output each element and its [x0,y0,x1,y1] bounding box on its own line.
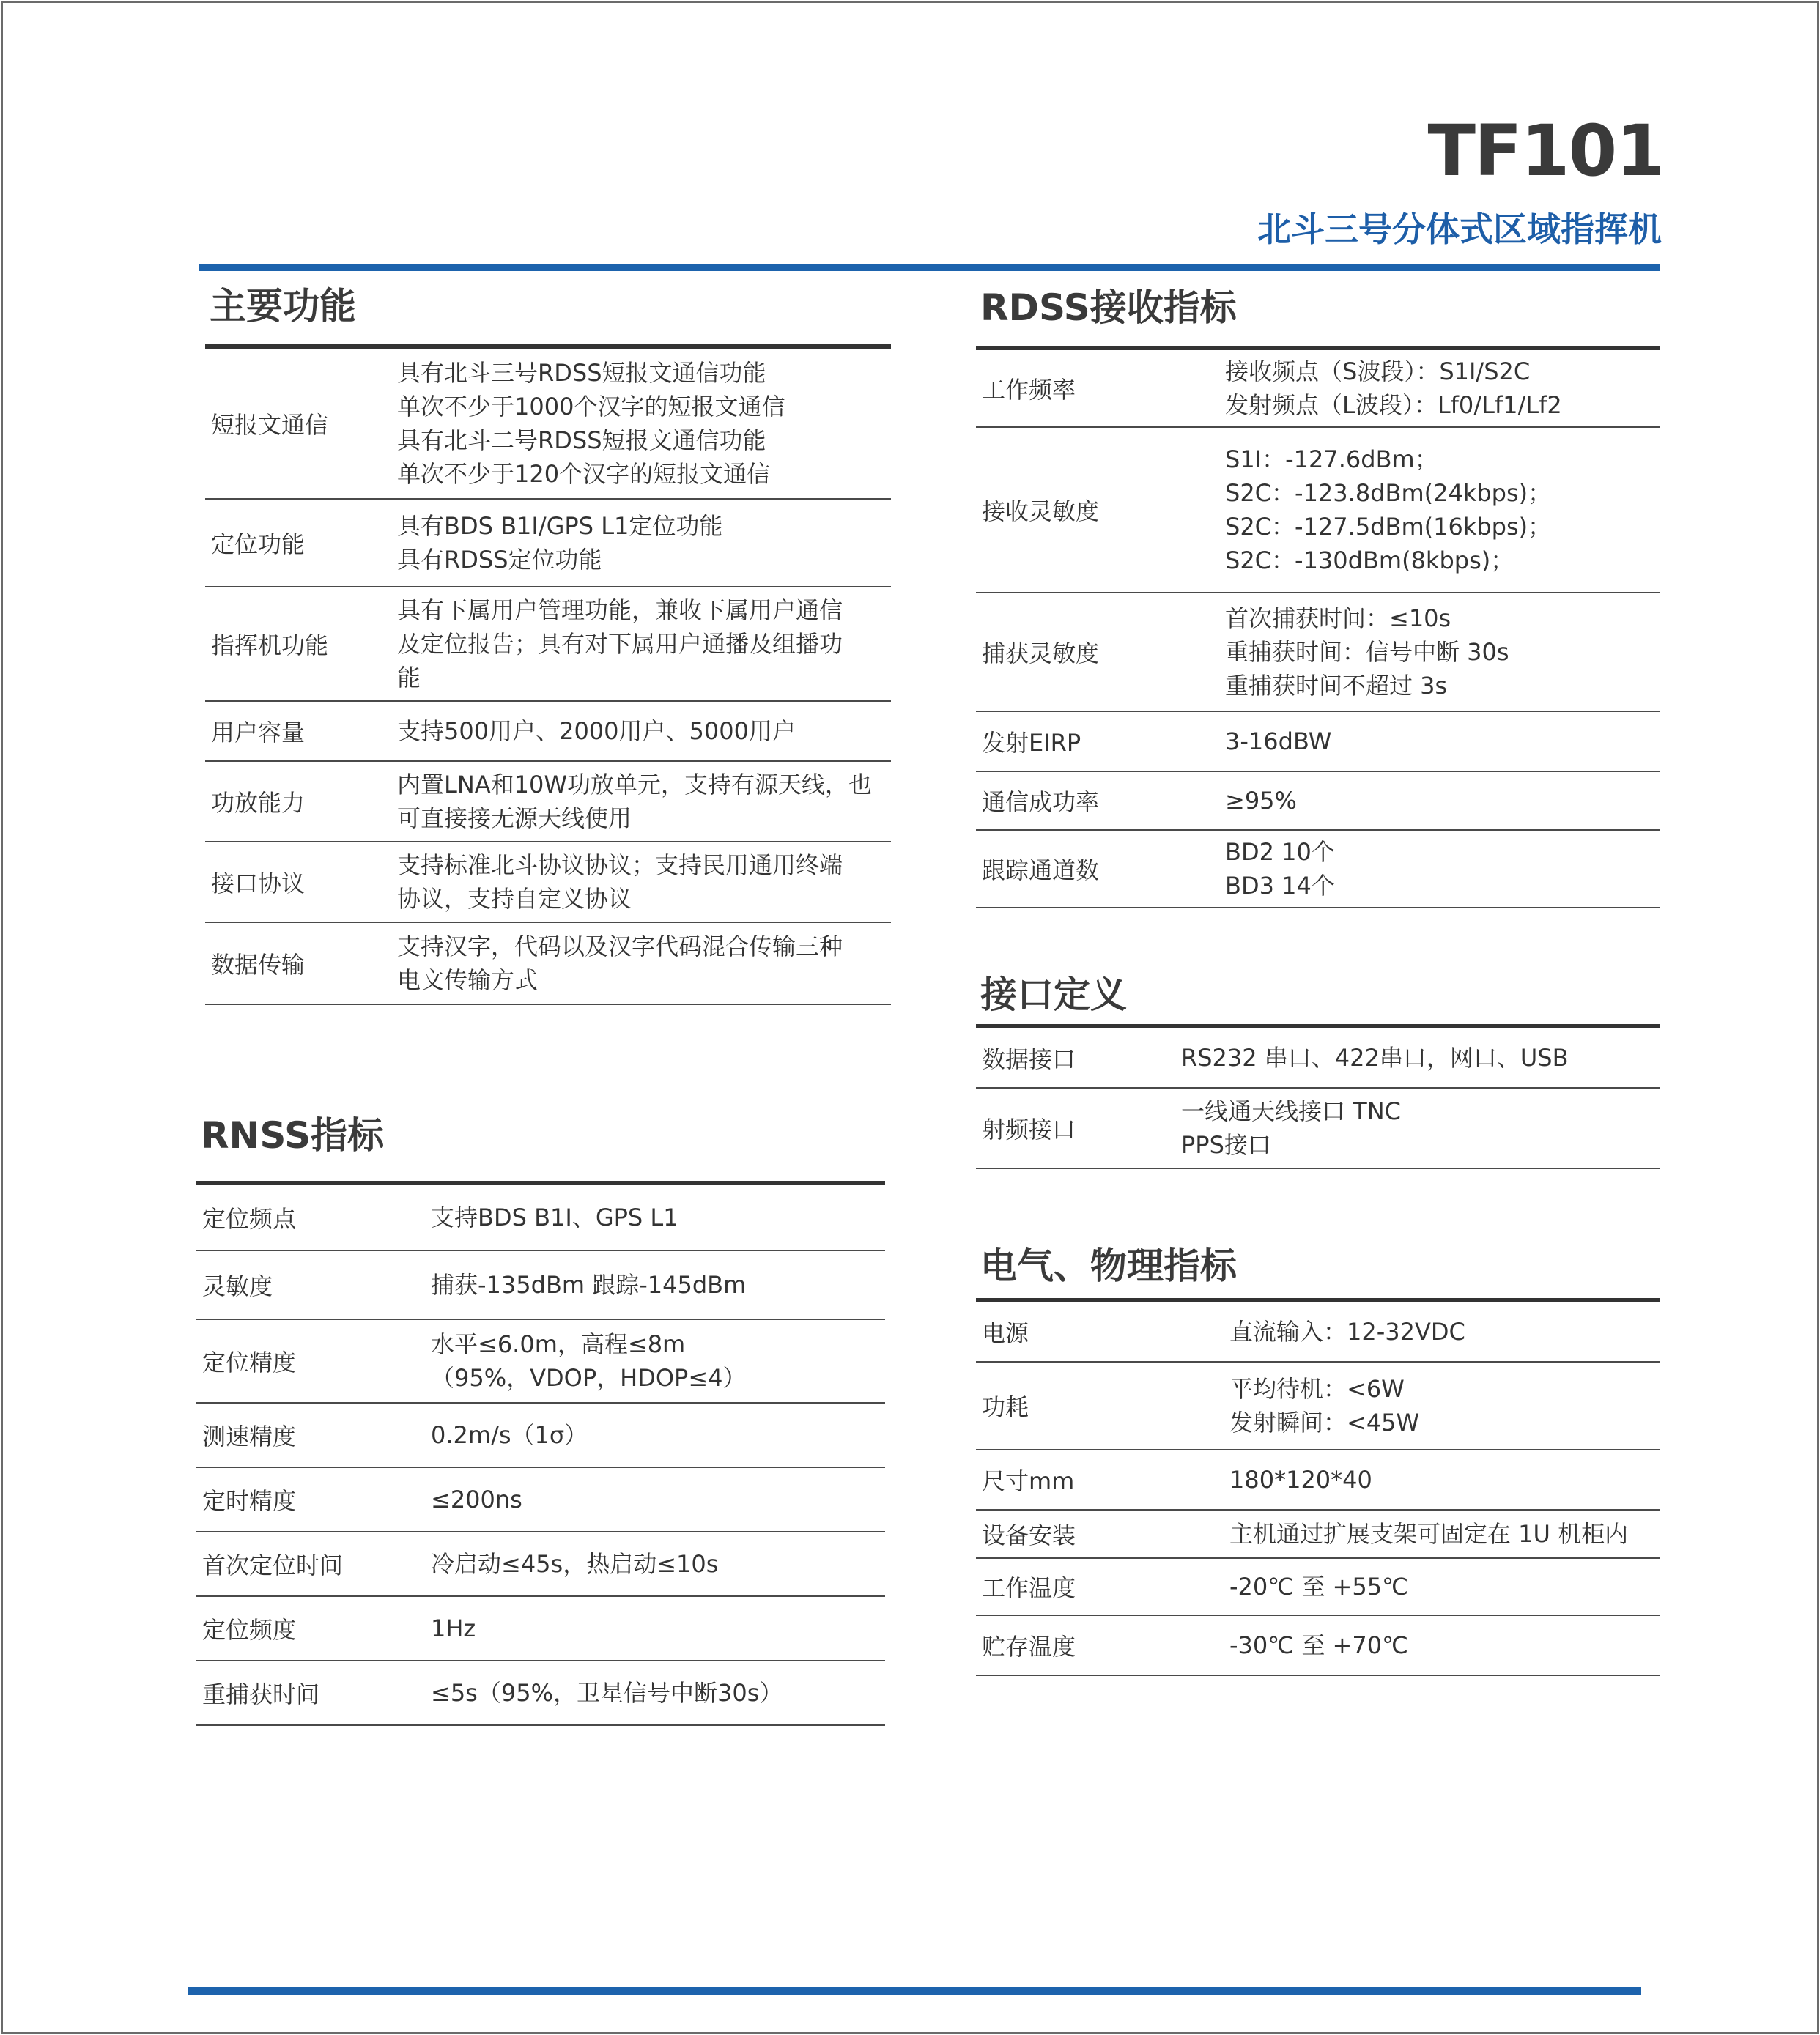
spec-value [397,768,891,835]
spec-label: 数据接口 [982,1045,1076,1073]
spec-value-line: ≤5s（95%，卫星信号中断30s） [431,1679,783,1707]
spec-row [976,712,1660,772]
spec-value-line: 可直接接无源天线使用 [397,804,632,832]
spec-value-line: RS232 串口、422串口，网口、USB [1181,1044,1569,1072]
spec-row [205,587,891,702]
product-model: TF101 [1427,110,1663,192]
section-title: 主要功能 [210,285,356,327]
spec-label: 定位频度 [202,1616,297,1644]
spec-value-line: 发射频点（L波段）：Lf0/Lf1/Lf2 [1225,391,1562,419]
spec-row [205,923,891,1005]
spec-value [397,356,891,491]
spec-row [976,772,1660,831]
spec-row [976,1028,1660,1089]
spec-label: 短报文通信 [211,411,329,439]
spec-value-line: 重捕获时间：信号中断 30s [1225,638,1509,666]
spec-label: 功放能力 [211,789,306,817]
spec-label: 测速精度 [202,1423,297,1450]
spec-value-line: 具有BDS B1I/GPS L1定位功能 [397,512,723,540]
spec-table [976,350,1660,908]
spec-value-line: 支持标准北斗协议协议；支持民用通用终端 [397,851,843,879]
spec-label: 发射EIRP [982,729,1081,757]
spec-value [431,1268,885,1302]
spec-table [976,1302,1660,1676]
spec-row [196,1185,885,1251]
spec-label: 工作温度 [982,1574,1076,1602]
spec-label: 重捕获时间 [202,1680,320,1708]
spec-value [1229,1628,1660,1662]
section-title: 电气、物理指标 [980,1245,1237,1287]
spec-label: 定时精度 [202,1487,297,1515]
spec-value [397,593,891,694]
spec-value [1229,1463,1660,1497]
rnss-section [196,1108,885,1726]
spec-value [1229,1372,1660,1439]
spec-row [976,350,1660,428]
spec-label: 贮存温度 [982,1633,1076,1661]
spec-row [976,428,1660,593]
spec-row [205,762,891,842]
spec-value [397,930,891,997]
spec-value-line: 重捕获时间不超过 3s [1225,672,1448,700]
spec-value-line: 1Hz [431,1615,476,1642]
spec-value-line: 电文传输方式 [397,966,539,994]
spec-value [1229,1570,1660,1604]
spec-label: 捕获灵敏度 [982,640,1100,667]
spec-row [205,702,891,762]
spec-label: 数据传输 [211,951,306,979]
spec-value [1181,1094,1660,1162]
spec-value-line: ≤200ns [431,1486,522,1513]
spec-value [431,1201,885,1234]
spec-label: 设备安装 [982,1521,1076,1549]
spec-row [196,1661,885,1726]
spec-row [196,1597,885,1661]
spec-value [1229,1517,1660,1551]
spec-label: 定位功能 [211,530,306,558]
spec-value-line: 具有RDSS定位功能 [397,546,602,574]
spec-value-line: 支持汉字，代码以及汉字代码混合传输三种 [397,933,843,960]
section-title: 接口定义 [980,974,1127,1016]
spec-label: 电源 [982,1319,1029,1347]
spec-row [976,1089,1660,1169]
spec-value-line: 内置LNA和10W功放单元，支持有源天线，也 [397,771,873,798]
spec-value-line: 单次不少于1000个汉字的短报文通信 [397,393,785,420]
section-title: RNSS指标 [201,1114,385,1157]
spec-value [1181,1041,1660,1075]
spec-value-line: S2C：-130dBm(8kbps)； [1225,546,1514,574]
spec-value-line: 接收频点（S波段）：S1I/S2C [1225,357,1531,385]
top-accent-rule [199,264,1660,271]
spec-value [1225,355,1660,422]
spec-label: 尺寸mm [982,1467,1075,1495]
spec-value-line: 具有北斗三号RDSS短报文通信功能 [397,359,766,387]
spec-value-line: 具有北斗二号RDSS短报文通信功能 [397,426,766,454]
spec-value-line: 支持BDS B1I、GPS L1 [431,1204,678,1231]
spec-row [976,1616,1660,1676]
spec-value-line: 0.2m/s（1σ） [431,1421,588,1449]
spec-row [976,1559,1660,1616]
spec-table [196,1185,885,1726]
spec-row [976,1302,1660,1363]
spec-row [976,1363,1660,1450]
spec-value [397,848,891,916]
spec-value-line: PPS接口 [1181,1131,1271,1159]
spec-value [397,509,891,577]
spec-label: 用户容量 [211,719,306,746]
spec-value-line: 一线通天线接口 TNC [1181,1097,1402,1125]
spec-label: 射频接口 [982,1116,1076,1143]
spec-value-line: 及定位报告；具有对下属用户通播及组播功 [397,630,843,658]
spec-value-line: 直流输入：12-32VDC [1229,1318,1465,1346]
spec-label: 功耗 [982,1393,1029,1421]
spec-value [1225,601,1660,703]
spec-row [196,1320,885,1404]
spec-value [1225,784,1660,818]
spec-row [976,831,1660,908]
spec-value-line: S2C：-127.5dBm(16kbps)； [1225,513,1552,541]
bottom-accent-rule [188,1987,1641,1995]
spec-value [397,714,891,748]
spec-value-line: 首次捕获时间：≤10s [1225,604,1451,632]
spec-value-line: 发射瞬间：<45W [1229,1409,1420,1437]
spec-row [976,593,1660,712]
spec-label: 首次定位时间 [202,1552,344,1579]
interface-section [976,967,1660,1169]
spec-row [205,500,891,587]
spec-value [431,1676,885,1710]
spec-value-line: 3-16dBW [1225,727,1332,755]
spec-label: 灵敏度 [202,1272,273,1300]
spec-value-line: 具有下属用户管理功能，兼收下属用户通信 [397,596,843,624]
main-functions-section [205,278,891,1005]
spec-value-line: 协议，支持自定义协议 [397,885,632,913]
spec-value-line: 单次不少于120个汉字的短报文通信 [397,460,771,488]
spec-row [976,1511,1660,1559]
spec-value-line: 主机通过扩展支架可固定在 1U 机柜内 [1229,1520,1629,1548]
spec-value [431,1612,885,1645]
spec-row [196,1251,885,1320]
spec-label: 工作频率 [982,376,1076,404]
spec-value-line: -20℃ 至 +55℃ [1229,1573,1409,1601]
spec-value-line: 捕获-135dBm 跟踪-145dBm [431,1271,747,1299]
spec-value-line: 能 [397,664,421,692]
spec-value [431,1483,885,1516]
spec-value-line: 水平≤6.0m，高程≤8m [431,1330,686,1358]
spec-value-line: S2C：-123.8dBm(24kbps)； [1225,479,1552,507]
spec-table [976,1028,1660,1169]
spec-value [431,1418,885,1452]
spec-row [205,349,891,500]
spec-label: 指挥机功能 [211,631,329,659]
spec-value-line: BD3 14个 [1225,872,1335,900]
spec-label: 接收灵敏度 [982,497,1100,525]
spec-value-line: （95%，VDOP，HDOP≤4） [431,1364,747,1392]
spec-value [1225,724,1660,758]
rdss-section [976,280,1660,908]
spec-value-line: 180*120*40 [1229,1466,1372,1494]
spec-row [196,1532,885,1597]
spec-row [205,842,891,923]
spec-value-line: 冷启动≤45s，热启动≤10s [431,1550,719,1578]
spec-value-line: BD2 10个 [1225,838,1335,866]
spec-table [205,349,891,1005]
spec-value [1229,1315,1660,1349]
spec-value-line: -30℃ 至 +70℃ [1229,1631,1409,1659]
spec-label: 接口协议 [211,870,306,897]
spec-label: 定位频点 [202,1205,297,1233]
spec-value [1225,442,1660,577]
spec-value-line: ≥95% [1225,787,1297,815]
product-subtitle: 北斗三号分体式区域指挥机 [1257,210,1662,249]
spec-value-line: 支持500用户、2000用户、5000用户 [397,717,796,745]
spec-row [196,1468,885,1532]
spec-value [431,1547,885,1581]
spec-value-line: S1I：-127.6dBm； [1225,445,1438,473]
spec-label: 通信成功率 [982,788,1100,816]
spec-value [1225,835,1660,902]
section-title: RDSS接收指标 [980,286,1237,329]
spec-value [431,1327,885,1395]
spec-label: 定位精度 [202,1349,297,1376]
spec-label: 跟踪通道数 [982,856,1100,884]
spec-row [196,1404,885,1468]
electrical-physical-section [976,1238,1660,1676]
spec-value-line: 平均待机：<6W [1229,1375,1405,1403]
spec-row [976,1450,1660,1511]
